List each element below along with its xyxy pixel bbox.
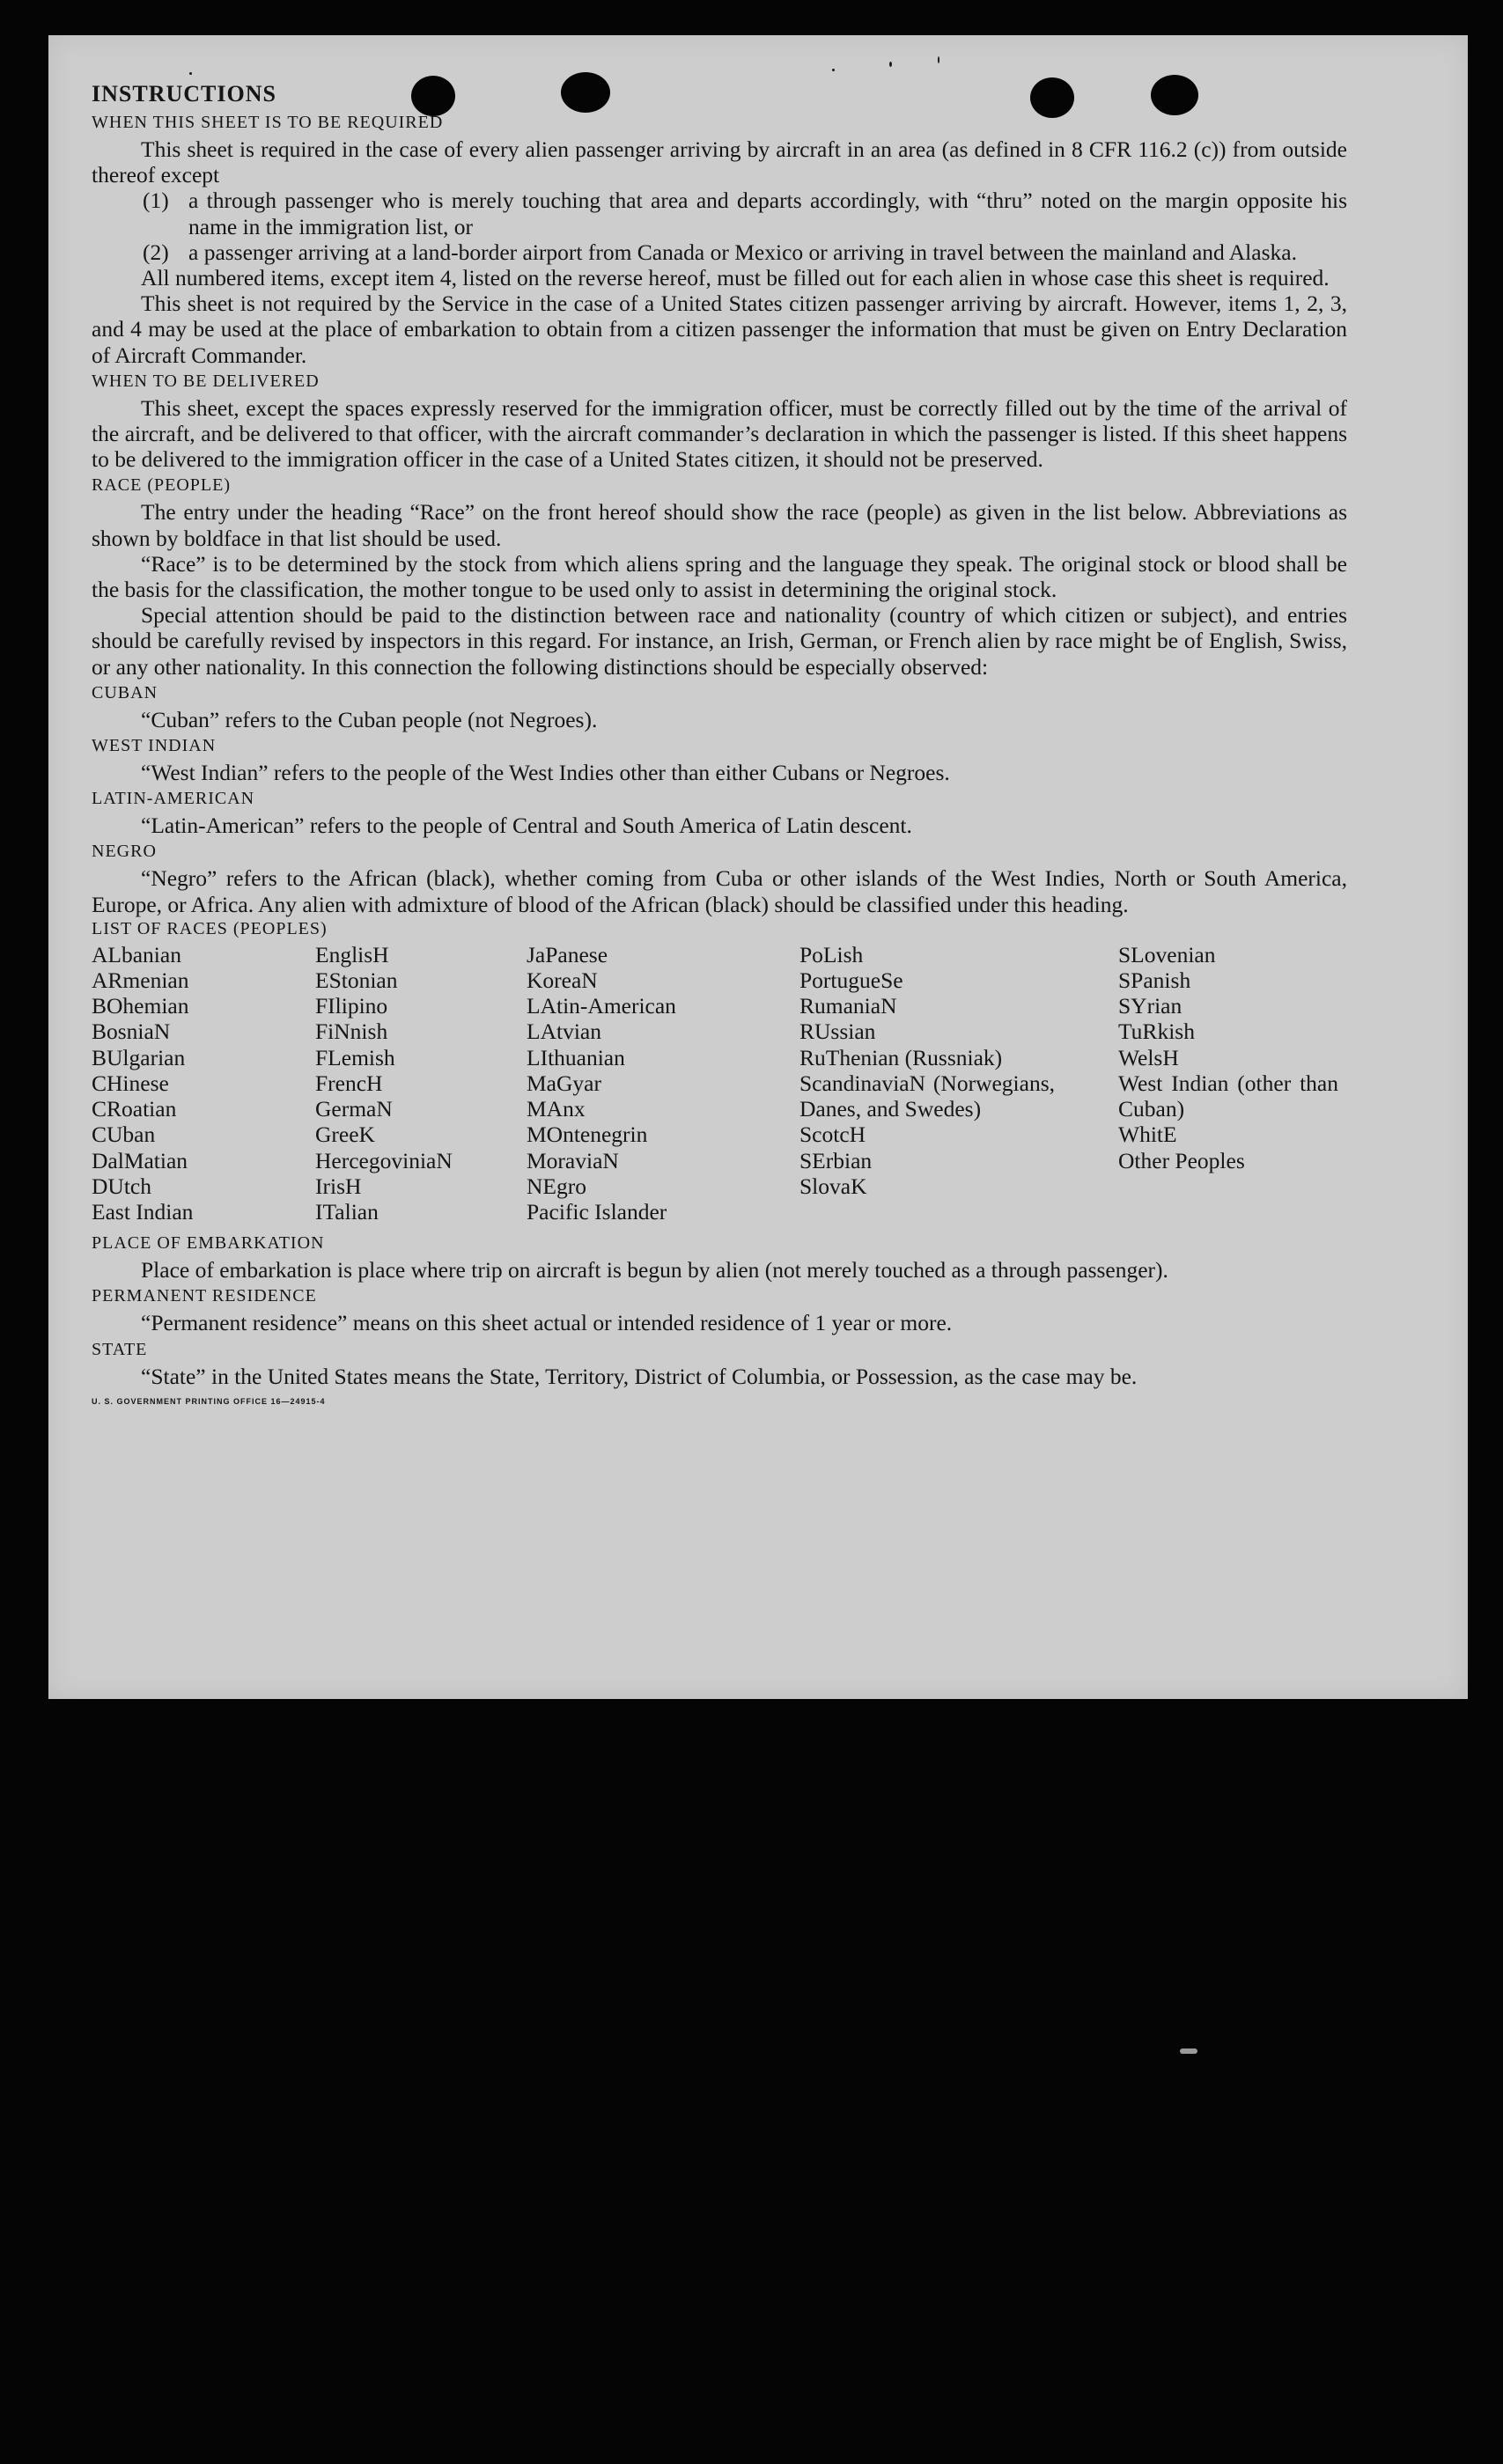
race-item: TuRkish [1118,1019,1195,1045]
race-item: FiNnish [315,1019,388,1045]
race-column [527,942,799,1225]
section-heading: LATIN-AMERICAN [92,789,255,809]
paragraph: This sheet is not required by the Service in the case of a United States citizen passenger arriving by aircraft. However, items 1, 2, 3, and 4 may be used at the place of embarkation to obtain from a citizen passenger the information that must be given on Entry Declaration of Aircraft Commander. [92,291,1347,368]
race-item: HercegoviniaN [315,1147,453,1173]
paragraph: “State” in the United States means the State, Territory, District of Columbia, or Possession, as the case may be. [141,1363,1138,1389]
race-item: MaGyar [527,1070,601,1096]
race-item: SlovaK [799,1173,867,1199]
printer-imprint: U. S. GOVERNMENT PRINTING OFFICE 16—24915-4 [92,1396,326,1406]
instructions-text [92,79,1347,1415]
race-item: CHinese [92,1070,169,1096]
race-item: ALbanian [92,941,181,967]
item-text: a passenger arriving at a land-border airport from Canada or Mexico or arriving in travel between the mainland and Alaska. [188,239,1297,265]
item-number: (2) [143,239,169,265]
paragraph: Special attention should be paid to the distinction between race and nationality (country of which citizen or subject), and entries should be carefully revised by inspectors in this regard. For instance, an Irish, German, or French alien by race might be of English, Swiss, or any other nationality. In this connection the following distinctions should be especially observed: [92,602,1347,680]
race-item: LIthuanian [527,1044,625,1070]
section-heading: STATE [92,1339,148,1359]
scan-artifact [1180,2048,1197,2054]
race-item: RuThenian (Russniak) [799,1044,1003,1070]
section-heading: PLACE OF EMBARKATION [92,1233,325,1254]
numbered-item [143,188,1347,239]
race-item: GermaN [315,1096,393,1122]
paragraph: “Negro” refers to the African (black), whether coming from Cuba or other islands of the West Indies, North or South America, Europe, or Africa. Any alien with admixture of blood of the African (black) should be classified under this heading. [92,865,1347,917]
race-item: ScotcH [799,1122,866,1148]
race-column [1118,942,1347,1225]
race-item: BosniaN [92,1019,171,1045]
paragraph: “Cuban” refers to the Cuban people (not Negroes). [141,706,598,732]
race-item: WhitE [1118,1122,1177,1148]
paragraph: This sheet is required in the case of every alien passenger arriving by aircraft in an area (as defined in 8 CFR 116.2 (c)) from outside thereof except [92,136,1347,188]
race-item: LAtvian [527,1019,601,1045]
document-title: INSTRUCTIONS [92,81,276,107]
item-number: (1) [143,188,169,214]
dust-speck [938,56,939,63]
race-item: Pacific Islander [527,1198,667,1225]
race-item: DUtch [92,1173,151,1199]
race-item: BUlgarian [92,1044,186,1070]
race-item: BOhemian [92,993,189,1019]
race-item: West Indian (other than Cuban) [1118,1070,1338,1122]
race-item: LAtin-American [527,993,676,1019]
race-item: FIlipino [315,993,388,1019]
race-item: RumaniaN [799,993,897,1019]
race-item: SErbian [799,1147,873,1173]
race-item: FrencH [315,1070,383,1096]
race-item: Other Peoples [1118,1147,1245,1173]
race-column [315,942,527,1225]
race-item: CRoatian [92,1096,177,1122]
race-item: PoLish [799,941,864,967]
race-list [92,942,1347,1225]
race-item: EStonian [315,967,398,994]
section-heading: LIST OF RACES (PEOPLES) [92,918,328,938]
race-item: FLemish [315,1044,395,1070]
paragraph: The entry under the heading “Race” on the front hereof should show the race (people) as given in the list below. Abbreviations as shown by boldface in that list should be used. [92,499,1347,551]
item-text: a through passenger who is merely touching that area and departs accordingly, with “thru” noted on the margin opposite his name in the immigration list, or [188,188,1347,239]
section-heading: PERMANENT RESIDENCE [92,1286,317,1306]
race-item: MoraviaN [527,1147,619,1173]
race-item: East Indian [92,1198,194,1225]
paragraph: All numbered items, except item 4, listed on the reverse hereof, must be filled out for each alien in whose case this sheet is required. [141,265,1330,291]
section-heading: RACE (PEOPLE) [92,475,231,496]
race-item: WelsH [1118,1044,1179,1070]
numbered-item [143,239,1347,265]
paragraph: Place of embarkation is place where trip on aircraft is begun by alien (not merely touched as a through passenger). [141,1257,1168,1283]
race-item: ITalian [315,1198,379,1225]
race-column [92,942,315,1225]
paragraph: “Permanent residence” means on this sheet actual or intended residence of 1 year or more. [141,1310,953,1336]
race-item: SLovenian [1118,941,1216,967]
paragraph: “Race” is to be determined by the stock from which aliens spring and the language they speak. The original stock or blood shall be the basis for the classification, the mother tongue to be used only to assist in determining the original stock. [92,550,1347,603]
race-item: IrisH [315,1173,362,1199]
race-item: SYrian [1118,993,1183,1019]
race-item: EnglisH [315,941,389,967]
section-heading: WHEN TO BE DELIVERED [92,371,320,391]
section-heading: NEGRO [92,842,157,862]
race-item: MOntenegrin [527,1122,648,1148]
race-column [799,942,1118,1225]
race-item: KoreaN [527,967,598,994]
race-item: PortugueSe [799,967,903,994]
paragraph: “West Indian” refers to the people of the West Indies other than either Cubans or Negroes. [141,760,950,786]
paragraph: This sheet, except the spaces expressly reserved for the immigration officer, must be correctly filled out by the time of the arrival of the aircraft, and be delivered to that officer, with the aircraft commander’s declaration in which the passenger is listed. If this sheet happens to be delivered to the immigration officer in the case of a United States citizen, it should not be preserved. [92,394,1347,473]
race-item: SPanish [1118,967,1191,994]
dust-speck [189,72,192,75]
section-heading: WHEN THIS SHEET IS TO BE REQUIRED [92,113,444,132]
race-item: NEgro [527,1173,586,1199]
race-item: ARmenian [92,967,189,994]
section-heading: CUBAN [92,682,158,702]
race-item: ScandinaviaN (Norwegians, Danes, and Swedes) [799,1070,1055,1122]
section-heading: WEST INDIAN [92,736,217,756]
paragraph: “Latin-American” refers to the people of Central and South America of Latin descent. [141,813,912,839]
race-item: JaPanese [527,941,608,967]
race-item: CUban [92,1122,156,1148]
dust-speck [832,69,835,71]
race-item: GreeK [315,1122,375,1148]
race-item: MAnx [527,1096,586,1122]
race-item: DalMatian [92,1147,188,1173]
race-item: RUssian [799,1019,876,1045]
dust-speck [889,62,892,67]
